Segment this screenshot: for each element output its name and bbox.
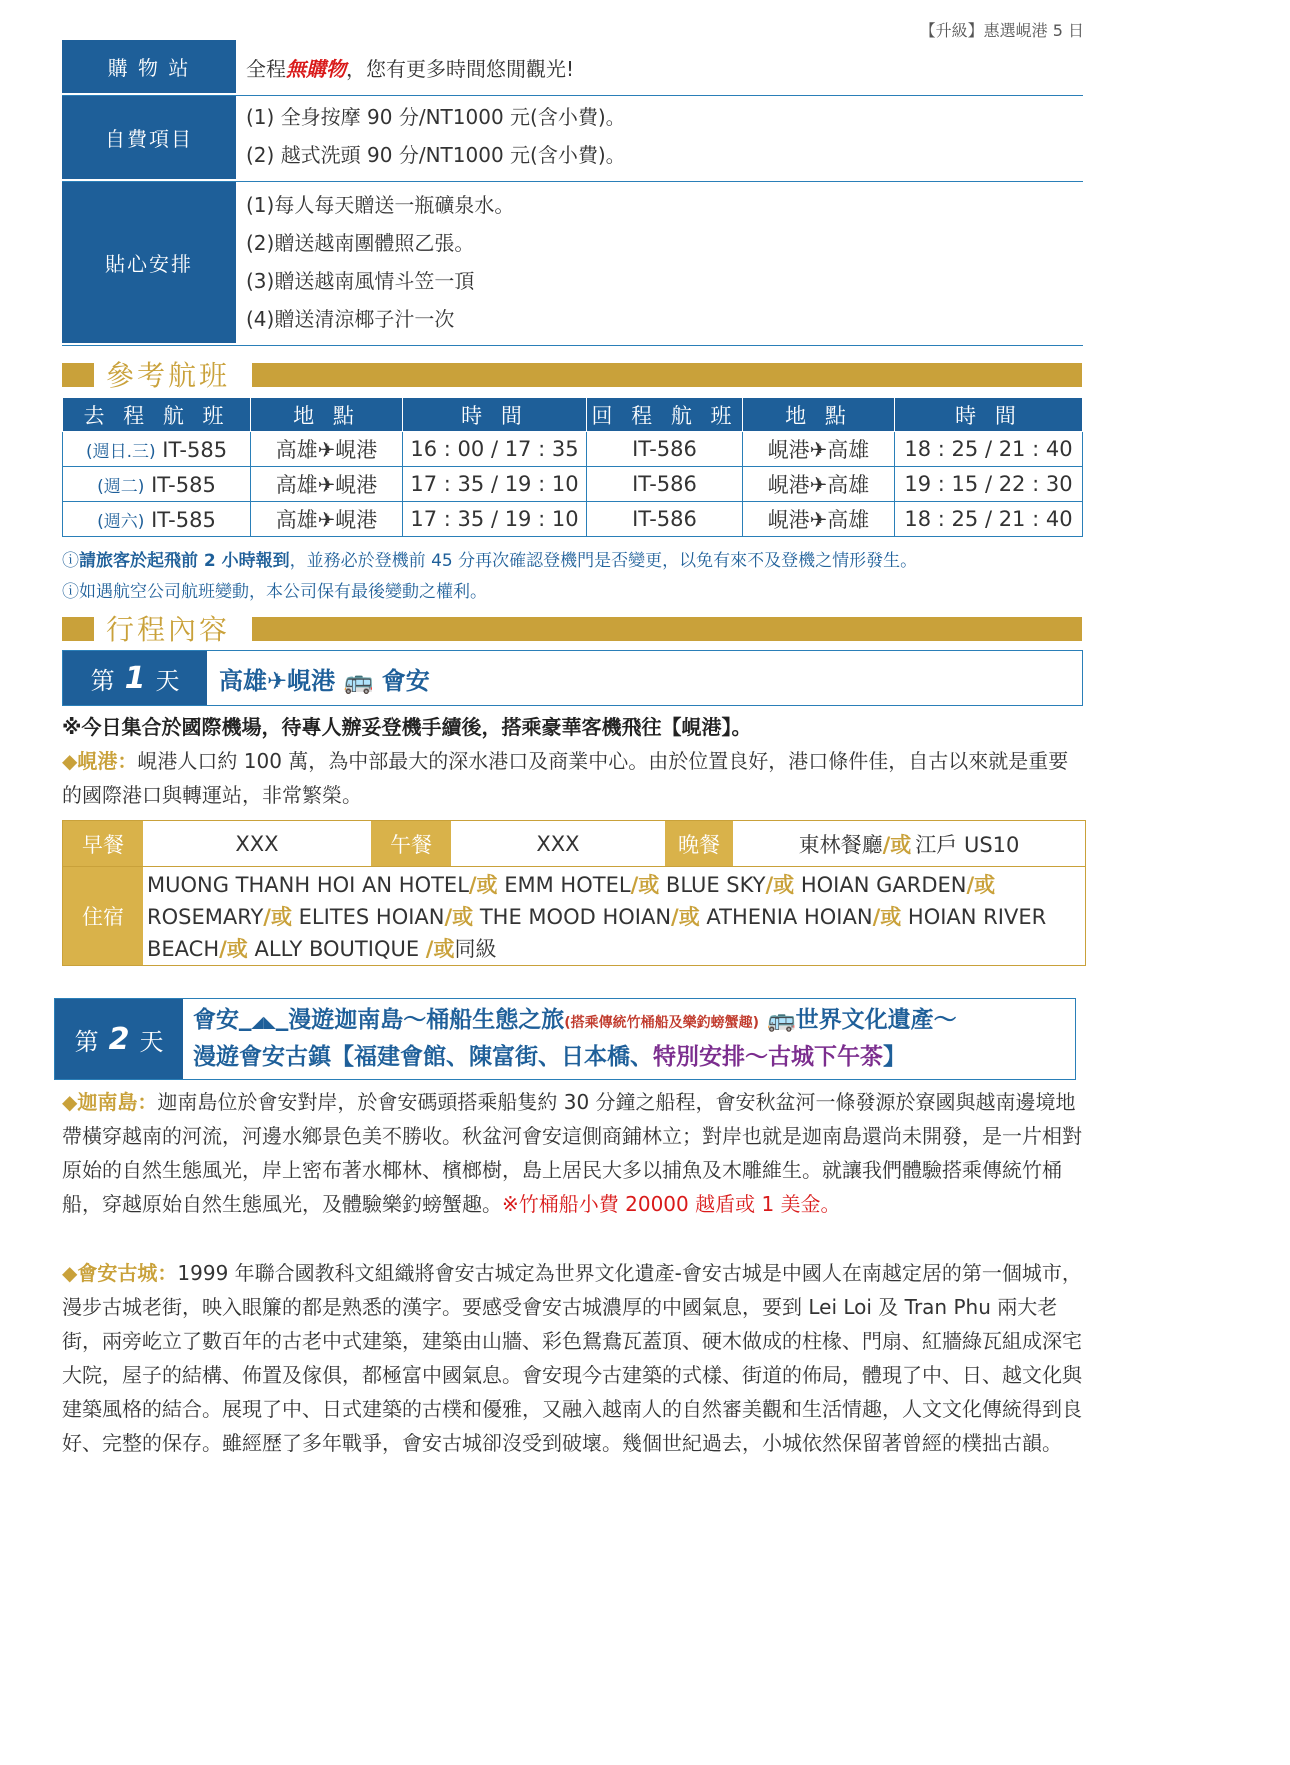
outbound-time: 17 : 35 / 19 : 10 [403,467,587,502]
flights-header: 回 程 航 班 [587,398,743,432]
place-text: 1999 年聯合國教科文組織將會安古城定為世界文化遺產-會安古城是中國人在南越定居的第一個城市，漫步古城老街，映入眼簾的都是熟悉的漢字。要感受會安古城濃厚的中國氣息，要到 Lei Loi 及 Tran Phu 兩大老街，兩旁屹立了數百年的古老中式建築，建築由山牆、彩色鴛鴦瓦蓋頂、硬木做成的柱椽、門扇、紅牆綠瓦組成深宅大院，屋子的結構、佈置及傢俱，都極富中國氣息。會安現今古建築的式樣、街道的佈局，體現了中、日、越文化與建築風格的結合。展現了中、日式建築的古樸和優雅，又融入越南人的自然審美觀和生活情趣，人文文化傳統得到良好、完整的保存。雖經歷了多年戰爭，會安古城卻沒受到破壞。幾個世紀過去，小城依然保留著曾經的樸拙古韻。 [62,1261,1082,1455]
care-label: 貼心安排 [62,182,236,345]
hotel-row [63,867,1085,965]
outbound-flight-cell [63,432,251,467]
info-icon: ⓘ [62,551,79,571]
flights-section-header [62,358,1082,390]
or-sep: /或 [671,905,700,929]
lunch-label: 午餐 [371,821,451,866]
flight-row [63,502,1083,537]
hotel-list [143,867,1085,965]
flights-header: 去 程 航 班 [63,398,251,432]
shopping-row [62,40,1083,96]
day2-title [183,999,967,1079]
hotel-name: ATHENIA HOIAN [706,905,873,929]
outbound-flight: IT-585 [162,437,228,462]
shopping-label: 購 物 站 [62,40,236,95]
flights-section-title: 參考航班 [106,359,231,392]
return-time: 18 : 25 / 21 : 40 [895,432,1083,467]
flights-header: 時 間 [403,398,587,432]
bus-icon: 🚌 [759,1007,796,1033]
day-suffix: 天 [155,666,180,695]
title-part: 會安 [193,1007,239,1033]
day-prefix: 第 [74,1027,99,1056]
day2-number [55,999,183,1079]
title-part: 漫遊會安古鎮【福建會館、陳富街、日本橋、 [193,1044,653,1070]
day2-place-1 [62,1085,1084,1221]
info-table [62,40,1083,346]
outbound-time: 17 : 35 / 19 : 10 [403,502,587,537]
flight-day-tag: (週日.三) [85,441,156,462]
day2-header [54,998,1076,1080]
or-sep: /或 [468,873,498,897]
day1-meals-table [62,820,1086,966]
title-part: 世界文化遺產～ [795,1007,957,1033]
optional-label: 自費項目 [62,96,236,181]
hotel-name: HOIAN GARDEN [800,873,967,897]
place-label: 峴港： [77,749,138,773]
note-text: 如遇航空公司航班變動，本公司保有最後變動之權利。 [79,582,487,602]
return-route: 峴港✈高雄 [743,467,895,502]
boat-icon: ▁◢◣▁ [239,1012,289,1031]
return-time: 19 : 15 / 22 : 30 [895,467,1083,502]
meals-row [63,821,1085,867]
or-sep: /或 [882,832,912,857]
breakfast-label: 早餐 [63,821,143,866]
flight-row [63,467,1083,502]
document-title: 【升級】惠選峴港 5 日 [919,21,1084,40]
outbound-flight: IT-585 [151,472,216,497]
section-bar [252,363,1082,387]
day-prefix: 第 [90,666,115,695]
day1-intro: ※今日集合於國際機場，待專人辦妥登機手續後，搭乘豪華客機飛往【峴港】。 [62,715,752,739]
shopping-highlight: 無購物 [286,57,346,81]
lunch-value: XXX [536,831,580,856]
hotel-name: MUONG THANH HOI AN HOTEL [147,873,469,897]
outbound-route: 高雄✈峴港 [251,432,403,467]
flights-table [62,397,1083,537]
flight-day-tag: (週六) [97,511,145,532]
dinner-label: 晚餐 [665,821,733,866]
day2-place-2 [62,1256,1084,1460]
day-num: 2 [108,1021,130,1057]
shopping-content [236,40,1083,95]
day1-title: 高雄✈峴港 🚌 會安 [219,666,430,695]
section-marker [62,617,94,641]
outbound-flight-cell [63,467,251,502]
or-sep: /或 [765,873,795,897]
place-text: 峴港人口約 100 萬，為中部最大的深水港口及商業中心。由於位置良好，港口條件佳，自古以來就是重要的國際港口與轉運站，非常繁榮。 [62,749,1069,807]
hotel-name: EMM HOTEL [504,873,631,897]
place-label: 迦南島： [77,1090,158,1114]
place-text: 迦南島位於會安對岸，於會安碼頭搭乘船隻約 30 分鐘之船程，會安秋盆河一條發源於寮國與越南邊境地帶橫穿越南的河流，河邊水鄉景色美不勝收。秋盆河會安這側商鋪林立；對岸也就是迦南島還尚未開發，是一片相對原始的自然生態風光，岸上密布著水椰林、檳榔樹，島上居民大多以捕魚及木雕維生。就讓我們體驗搭乘傳統竹桶船，穿越原始自然生態風光，及體驗樂釣螃蟹趣。 [62,1090,1082,1216]
shopping-prefix: 全程 [246,57,286,81]
return-time: 18 : 25 / 21 : 40 [895,502,1083,537]
or-sep: /或 [872,905,902,929]
diamond-icon: ◆ [62,1261,78,1285]
dinner-value [733,821,1085,866]
day-suffix: 天 [139,1027,164,1056]
or-sep: /或 [263,905,292,929]
note-bold: 請旅客於起飛前 2 小時報到 [79,551,290,571]
or-sep: /或 [425,937,455,961]
note-rest: ，並務必於登機前 45 分再次確認登機門是否變更，以免有來不及登機之情形發生。 [289,551,918,571]
flight-note-1 [62,546,917,571]
care-item: (2)贈送越南團體照乙張。 [246,231,475,255]
flight-day-tag: (週二) [97,476,145,497]
outbound-time: 16 : 00 / 17 : 35 [403,432,587,467]
or-sep: /或 [444,905,474,929]
flight-note-2 [62,577,487,602]
diamond-icon: ◆ [62,749,78,773]
optional-item: (2) 越式洗頭 90 分/NT1000 元(含小費)。 [246,143,626,167]
optional-item: (1) 全身按摩 90 分/NT1000 元(含小費)。 [246,105,626,129]
return-flight: IT-586 [587,432,743,467]
title-small: (搭乘傳統竹桶船及樂釣螃蟹趣) [564,1015,760,1031]
day-num: 1 [124,660,146,696]
section-marker [62,363,94,387]
return-flight: IT-586 [587,467,743,502]
dinner-a: 東林餐廳 [798,832,883,857]
day1-header [62,650,1083,706]
hotel-name: ROSEMARY [147,905,264,929]
outbound-flight: IT-585 [151,507,216,532]
info-icon: ⓘ [62,582,79,602]
return-route: 峴港✈高雄 [743,432,895,467]
hotel-end: 同級 [454,937,497,961]
outbound-flight-cell [63,502,251,537]
hotel-name: ELITES HOIAN [298,905,445,929]
title-part: 】 [883,1044,906,1070]
hotel-name: THE MOOD HOIAN [479,905,672,929]
itinerary-section-title: 行程內容 [106,613,231,646]
or-sep: /或 [219,937,248,961]
optional-content [236,96,1083,181]
return-route: 峴港✈高雄 [743,502,895,537]
flights-header: 時 間 [895,398,1083,432]
day1-place [62,744,1084,812]
or-sep: /或 [966,873,996,897]
hotel-name: BLUE SKY [665,873,766,897]
optional-row [62,96,1083,182]
flight-row [63,432,1083,467]
day1-number [63,651,207,705]
section-bar [252,617,1082,641]
care-item: (1)每人每天贈送一瓶礦泉水。 [246,193,515,217]
hotel-name: HOIAN RIVER BEACH [147,905,1047,961]
place-label: 會安古城： [77,1261,178,1285]
hotel-name: ALLY BOUTIQUE [254,937,426,961]
place-note: ※竹桶船小費 20000 越盾或 1 美金。 [502,1192,841,1216]
dinner-b: 江戶 US10 [915,832,1020,857]
title-special: 特別安排～古城下午茶 [653,1044,883,1070]
breakfast-value: XXX [235,831,279,856]
care-row [62,182,1083,346]
care-item: (4)贈送清涼椰子汁一次 [246,307,455,331]
outbound-route: 高雄✈峴港 [251,467,403,502]
title-part: 漫遊迦南島～桶船生態之旅 [288,1007,565,1033]
or-sep: /或 [630,873,660,897]
hotel-label: 住宿 [63,867,143,965]
itinerary-section-header [62,612,1082,644]
return-flight: IT-586 [587,502,743,537]
flights-header: 地 點 [251,398,403,432]
shopping-suffix: ，您有更多時間悠閒觀光! [346,57,575,81]
diamond-icon: ◆ [62,1090,78,1114]
care-item: (3)贈送越南風情斗笠一頂 [246,269,475,293]
outbound-route: 高雄✈峴港 [251,502,403,537]
flights-header: 地 點 [743,398,895,432]
care-content [236,182,1083,345]
